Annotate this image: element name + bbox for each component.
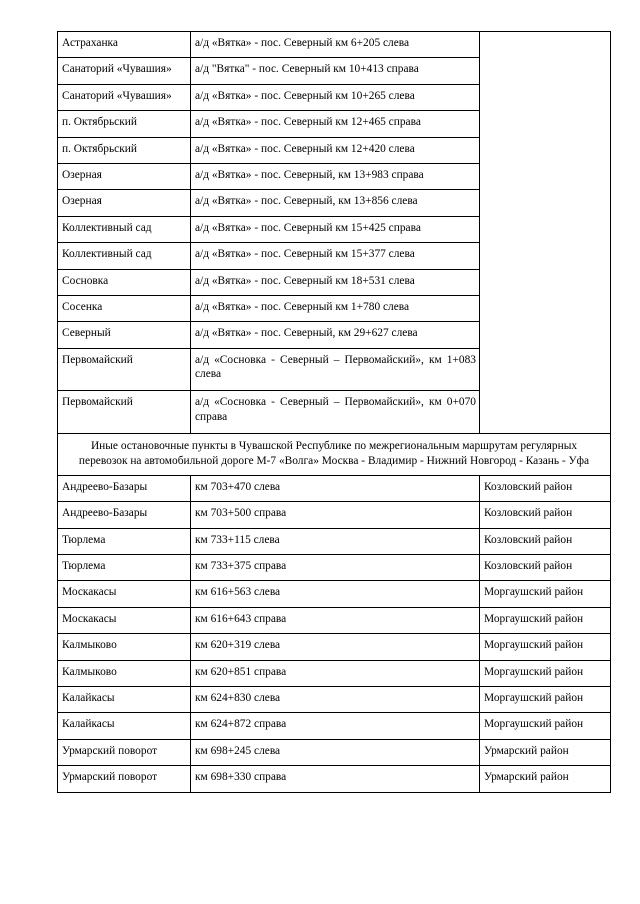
table-row [58,555,611,581]
district-cell-empty [480,32,611,434]
location-cell: а/д «Вятка» - пос. Северный км 18+531 слева [191,269,480,295]
district-cell: Моргаушский район [480,607,611,633]
stop-name-cell: Санаторий «Чувашия» [58,58,191,84]
district-cell: Козловский район [480,528,611,554]
table-row [58,634,611,660]
table-row [58,502,611,528]
location-cell: а/д «Вятка» - пос. Северный км 1+780 слева [191,295,480,321]
location-cell: км 733+115 слева [191,528,480,554]
bus-stops-table [57,31,611,793]
district-cell: Моргаушский район [480,581,611,607]
stop-name-cell: Урмарский поворот [58,766,191,792]
stop-name-cell: Тюрлема [58,528,191,554]
location-cell: а/д "Вятка" - пос. Северный км 10+413 справа [191,58,480,84]
table-row [58,528,611,554]
location-cell: а/д «Вятка» - пос. Северный км 12+465 справа [191,111,480,137]
table-row [58,475,611,501]
stop-name-cell: Тюрлема [58,555,191,581]
stop-name-cell: п. Октябрьский [58,137,191,163]
location-cell: км 616+643 справа [191,607,480,633]
table-row [58,660,611,686]
stop-name-cell: Коллективный сад [58,216,191,242]
location-cell: км 616+563 слева [191,581,480,607]
stop-name-cell: Северный [58,322,191,348]
stop-name-cell: Первомайский [58,391,191,434]
stop-name-cell: Астраханка [58,32,191,58]
stop-name-cell: Андреево-Базары [58,475,191,501]
stop-name-cell: Андреево-Базары [58,502,191,528]
district-cell: Урмарский район [480,766,611,792]
stop-name-cell: Сосновка [58,269,191,295]
location-cell: км 733+375 справа [191,555,480,581]
location-cell: а/д «Вятка» - пос. Северный км 10+265 слева [191,84,480,110]
district-cell: Моргаушский район [480,687,611,713]
location-cell: км 624+872 справа [191,713,480,739]
stop-name-cell: Москакасы [58,581,191,607]
location-cell: км 703+500 справа [191,502,480,528]
section-header-row [58,433,611,475]
district-cell: Козловский район [480,555,611,581]
table-row [58,766,611,792]
location-cell: а/д «Вятка» - пос. Северный км 15+425 справа [191,216,480,242]
district-cell: Козловский район [480,502,611,528]
district-cell: Урмарский район [480,739,611,765]
stop-name-cell: Урмарский поворот [58,739,191,765]
table-row [58,713,611,739]
stop-name-cell: Озерная [58,190,191,216]
stop-name-cell: Первомайский [58,348,191,391]
stop-name-cell: Калмыково [58,660,191,686]
table-row [58,581,611,607]
location-cell: а/д «Вятка» - пос. Северный, км 13+856 слева [191,190,480,216]
stop-name-cell: п. Октябрьский [58,111,191,137]
stop-name-cell: Санаторий «Чувашия» [58,84,191,110]
location-cell: а/д «Вятка» - пос. Северный км 12+420 слева [191,137,480,163]
stop-name-cell: Озерная [58,163,191,189]
location-cell: а/д «Вятка» - пос. Северный км 6+205 слева [191,32,480,58]
district-cell: Моргаушский район [480,660,611,686]
district-cell: Моргаушский район [480,713,611,739]
stop-name-cell: Москакасы [58,607,191,633]
location-cell: а/д «Сосновка - Северный – Первомайский», км 1+083 слева [191,348,480,391]
section-header: Иные остановочные пункты в Чувашской Республике по межрегиональным маршрутам регулярных перевозок на автомобильной дороге М-7 «Волга» Москва - Владимир - Нижний Новгород - Казань - Уфа [58,433,611,475]
table-row [58,32,611,58]
stop-name-cell: Сосенка [58,295,191,321]
location-cell: км 620+851 справа [191,660,480,686]
location-cell: а/д «Вятка» - пос. Северный, км 13+983 справа [191,163,480,189]
stop-name-cell: Калайкасы [58,687,191,713]
district-cell: Моргаушский район [480,634,611,660]
district-cell: Козловский район [480,475,611,501]
location-cell: а/д «Вятка» - пос. Северный км 15+377 слева [191,243,480,269]
location-cell: км 703+470 слева [191,475,480,501]
location-cell: км 620+319 слева [191,634,480,660]
location-cell: км 698+330 справа [191,766,480,792]
table-row [58,739,611,765]
stop-name-cell: Калайкасы [58,713,191,739]
table-row [58,607,611,633]
stop-name-cell: Коллективный сад [58,243,191,269]
stop-name-cell: Калмыково [58,634,191,660]
location-cell: км 624+830 слева [191,687,480,713]
location-cell: км 698+245 слева [191,739,480,765]
location-cell: а/д «Вятка» - пос. Северный, км 29+627 слева [191,322,480,348]
table-row [58,687,611,713]
location-cell: а/д «Сосновка - Северный – Первомайский», км 0+070 справа [191,391,480,434]
